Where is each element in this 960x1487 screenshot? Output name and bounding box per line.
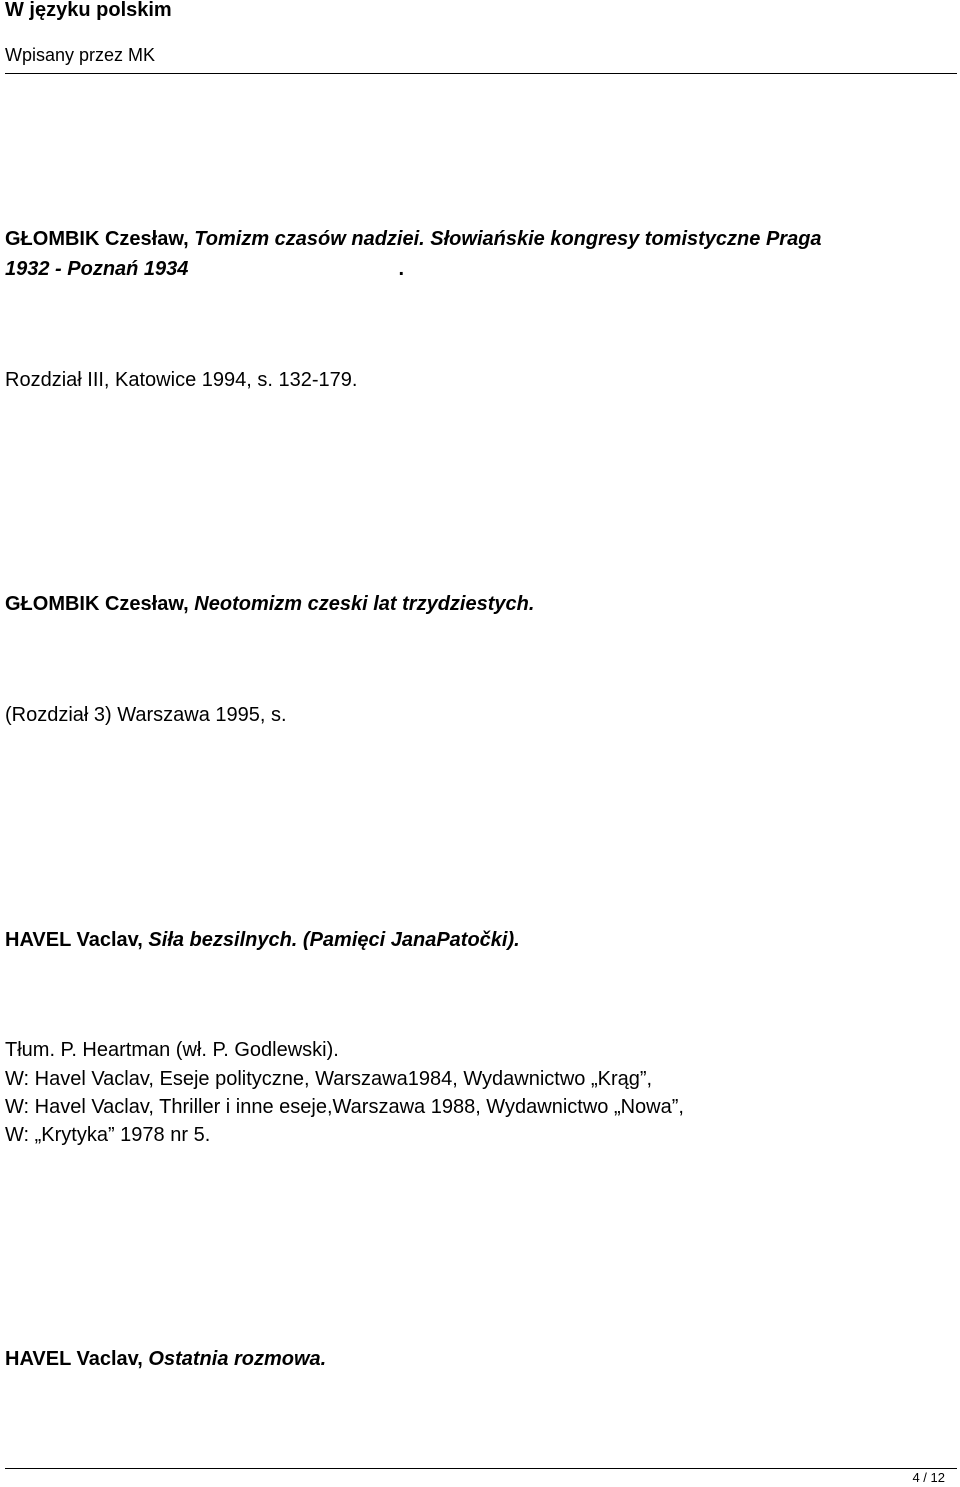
entry-1-heading-line-2 — [5, 255, 404, 283]
entry-3-title: Siła bezsilnych. (Pamięci JanaPatočki). — [148, 929, 520, 951]
entry-1-title-end: . — [398, 258, 404, 280]
footer-divider — [5, 1468, 957, 1469]
entry-2-author: GŁOMBIK Czesław, — [5, 593, 195, 615]
entry-1-title-cont: 1932 - Poznań 1934 — [5, 258, 189, 280]
entry-4-title: Ostatnia rozmowa. — [148, 1348, 327, 1370]
entry-3-author: HAVEL Vaclav, — [5, 929, 149, 951]
entry-3-detail-4: W: „Krytyka” 1978 nr 5. — [5, 1124, 211, 1146]
entry-3-detail-1: Tłum. P. Heartman (wł. P. Godlewski). — [5, 1039, 339, 1061]
entry-4-heading — [5, 1345, 326, 1373]
entry-1-author: GŁOMBIK Czesław, — [5, 228, 195, 250]
entry-1-detail: Rozdział III, Katowice 1994, s. 132-179. — [5, 369, 358, 391]
entry-2-detail: (Rozdział 3) Warszawa 1995, s. — [5, 704, 287, 726]
entry-1-heading-line-1 — [5, 225, 822, 253]
page-author: Wpisany przez MK — [5, 45, 156, 65]
header-divider — [5, 73, 957, 74]
entry-3-heading — [5, 926, 520, 954]
page-number: 4 / 12 — [912, 1470, 945, 1485]
page-title: W języku polskim — [5, 0, 172, 21]
entry-1-title: Tomizm czasów nadziei. Słowiańskie kongresy tomistyczne Praga — [194, 228, 822, 250]
entry-3-detail-2: W: Havel Vaclav, Eseje polityczne, Warszawa1984, Wydawnictwo „Krąg”, — [5, 1068, 653, 1090]
entry-2-title: Neotomizm czeski lat trzydziestych. — [194, 593, 535, 615]
entry-4-author: HAVEL Vaclav, — [5, 1348, 149, 1370]
entry-3-detail-3: W: Havel Vaclav, Thriller i inne eseje,Warszawa 1988, Wydawnictwo „Nowa”, — [5, 1096, 684, 1118]
entry-2-heading — [5, 590, 534, 618]
